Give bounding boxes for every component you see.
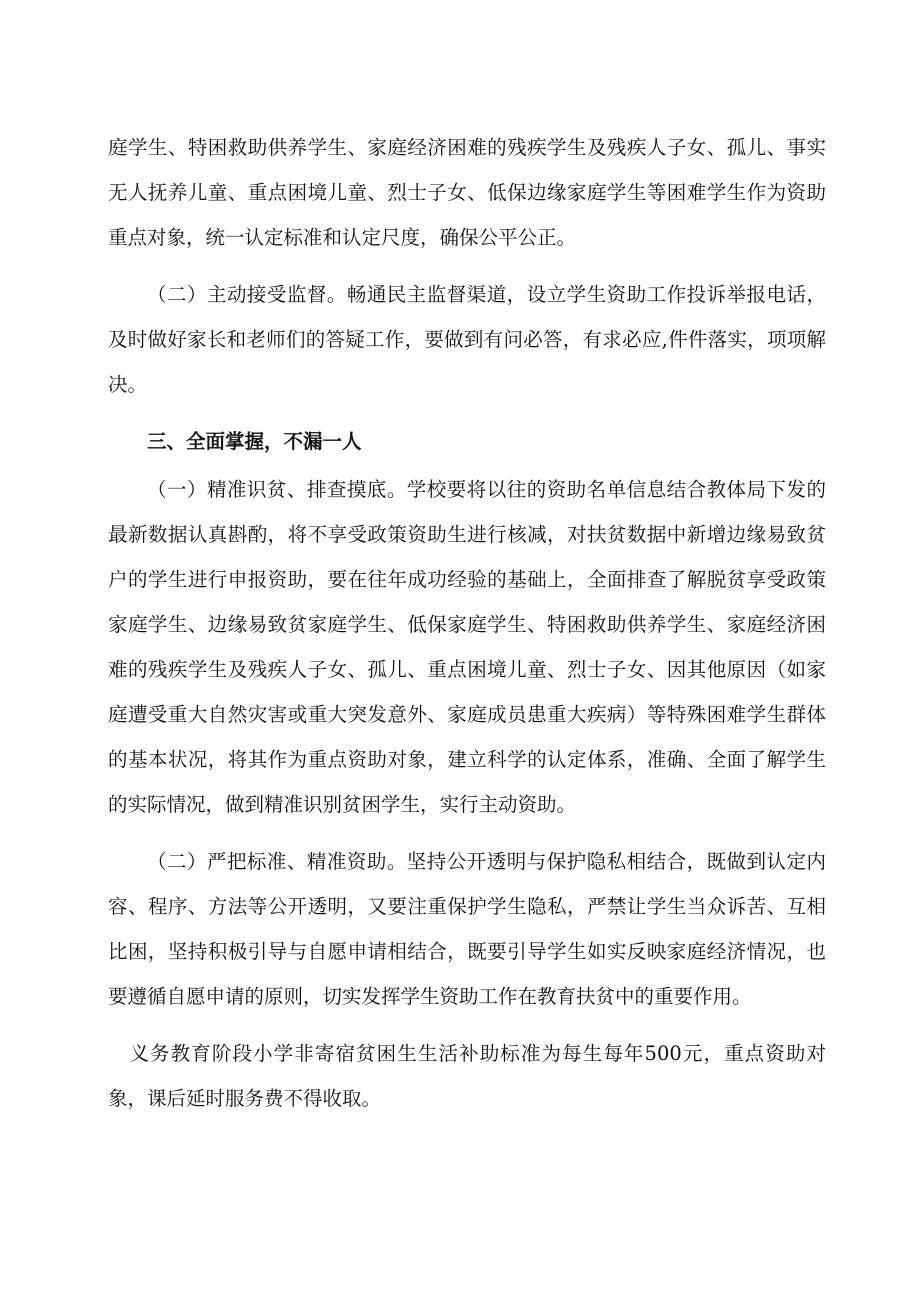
paragraph-continued: 庭学生、特困救助供养学生、家庭经济困难的残疾学生及残疾人子女、孤儿、事实无人抚养儿童、重点困境儿童、烈士子女、低保边缘家庭学生等困难学生作为资助重点对象，统一认定标准和认定尺度，确保公平公正。 xyxy=(108,136,826,249)
document-body xyxy=(108,125,826,1121)
paragraph-precise-identification: （一）精准识贫、排查摸底。学校要将以往的资助名单信息结合教体局下发的最新数据认真斟酌，将不享受政策资助生进行核减，对扶贫数据中新增边缘易致贫户的学生进行申报资助，要在往年成功经验的基础上，全面排查了解脱贫享受政策家庭学生、边缘易致贫家庭学生、低保家庭学生、特困救助供养学生、家庭经济困难的残疾学生及残疾人子女、孤儿、重点困境儿童、烈士子女、因其他原因（如家庭遭受重大自然灾害或重大突发意外、家庭成员患重大疾病）等特殊困难学生群体的基本状况，将其作为重点资助对象，建立科学的认定体系，准确、全面了解学生的实际情况，做到精准识别贫困学生，实行主动资助。 xyxy=(108,478,826,816)
paragraph-subsidy-standard: 义务教育阶段小学非寄宿贫困生生活补助标准为每生每年500元，重点资助对象，课后延时服务费不得收取。 xyxy=(108,1042,826,1110)
paragraph-supervision: （二）主动接受监督。畅通民主监督渠道，设立学生资助工作投诉举报电话，及时做好家长和老师们的答疑工作，要做到有问必答，有求必应,件件落实，项项解决。 xyxy=(108,283,826,396)
paragraph-strict-standards: （二）严把标准、精准资助。坚持公开透明与保护隐私相结合，既做到认定内容、程序、方法等公开透明，又要注重保护学生隐私，严禁让学生当众诉苦、互相比困，坚持积极引导与自愿申请相结合，既要引导学生如实反映家庭经济情况，也要遵循自愿申请的原则，切实发挥学生资助工作在教育扶贫中的重要作用。 xyxy=(108,850,826,1008)
section-heading-3: 三、全面掌握，不漏一人 xyxy=(147,430,362,453)
